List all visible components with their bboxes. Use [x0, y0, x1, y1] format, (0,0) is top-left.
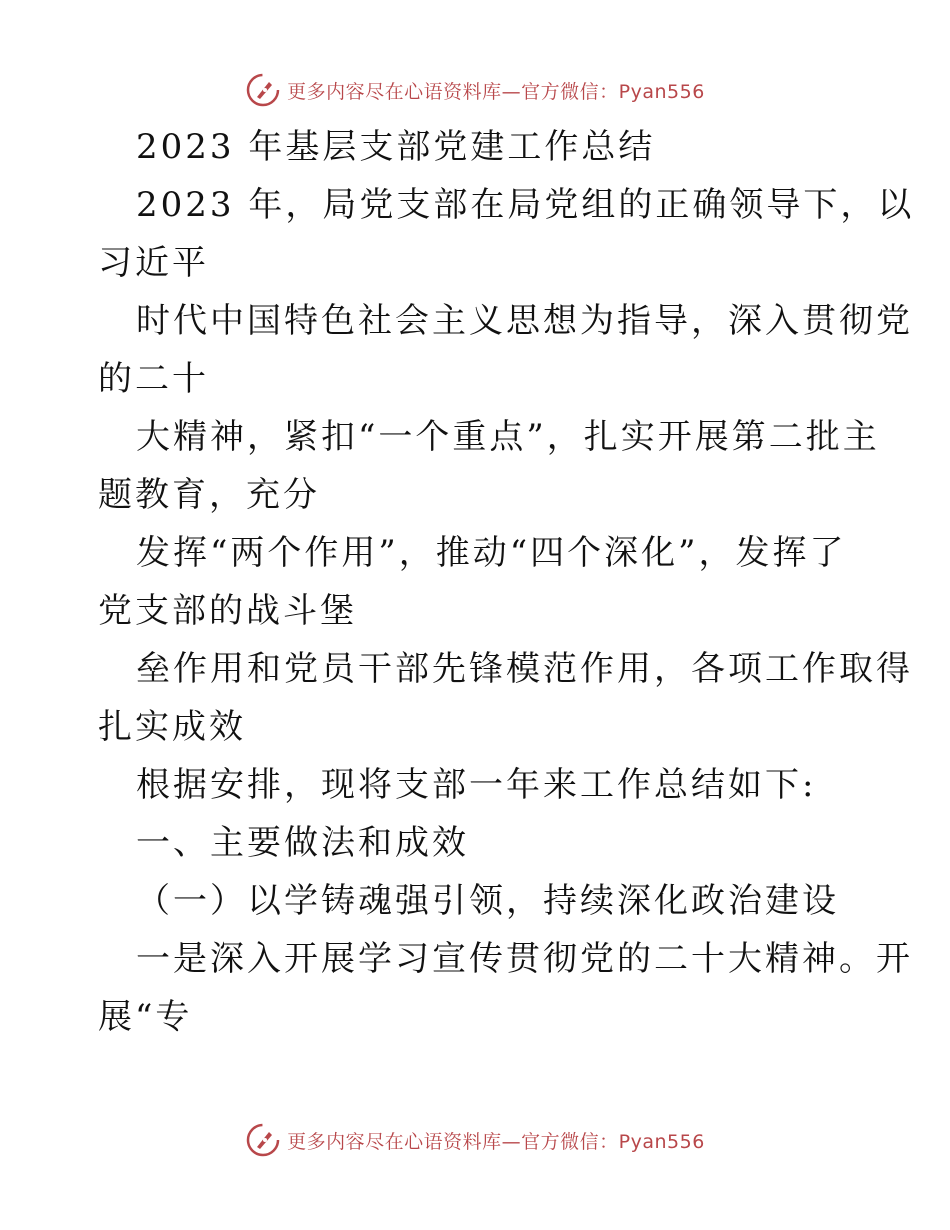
paragraph-line: 题教育，充分 [98, 475, 320, 515]
paragraph-line: 党支部的战斗堡 [98, 591, 357, 631]
paragraph-line: 根据安排，现将支部一年来工作总结如下: [136, 765, 817, 805]
watermark-banner-bottom [0, 1120, 950, 1160]
paragraph-line: 习近平 [98, 243, 209, 283]
paragraph-line: 的二十 [98, 359, 209, 399]
paragraph-line: 时代中国特色社会主义思想为指导，深入贯彻党 [136, 301, 913, 341]
watermark-text: 更多内容尽在心语资料库—官方微信：Pyan556 [287, 1130, 705, 1153]
paragraph-line: 一是深入开展学习宣传贯彻党的二十大精神。开 [136, 939, 913, 979]
document-body [98, 118, 915, 1046]
watermark-banner-top [0, 70, 950, 110]
paragraph-line: 发挥“两个作用”，推动“四个深化”，发挥了 [136, 533, 847, 573]
document-title: 2023 年基层支部党建工作总结 [136, 127, 656, 167]
paragraph-line: 展“专 [98, 997, 193, 1037]
pen-nib-logo-icon [245, 72, 281, 108]
watermark-text: 更多内容尽在心语资料库—官方微信：Pyan556 [287, 80, 705, 103]
paragraph-line: 扎实成效 [98, 707, 246, 747]
section-heading: 一、主要做法和成效 [136, 823, 469, 863]
pen-nib-logo-icon [245, 1122, 281, 1158]
paragraph-line: 2023 年，局党支部在局党组的正确领导下，以 [136, 185, 915, 225]
paragraph-line: 垒作用和党员干部先锋模范作用，各项工作取得 [136, 649, 913, 689]
paragraph-line: 大精神，紧扣“一个重点”，扎实开展第二批主 [136, 417, 880, 457]
subsection-heading: （一）以学铸魂强引领，持续深化政治建设 [136, 881, 839, 921]
